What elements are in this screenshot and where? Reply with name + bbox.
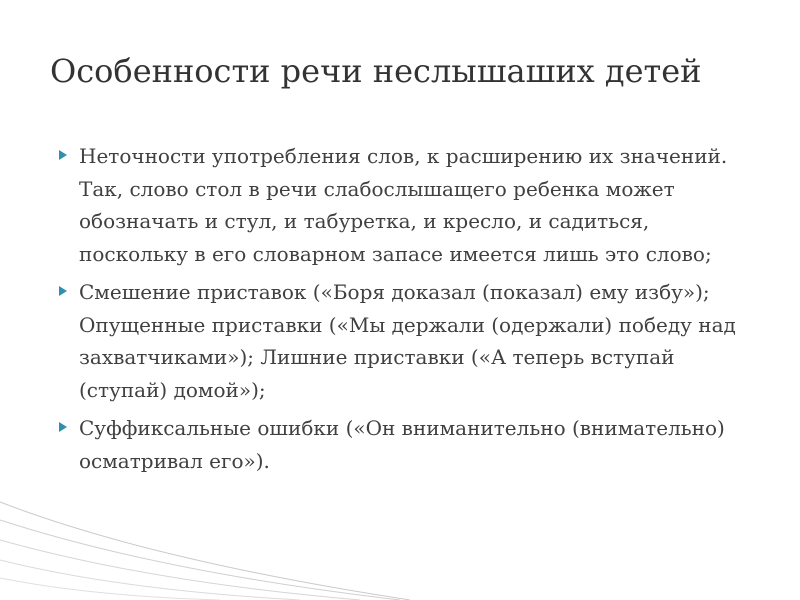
bullet-text: Смешение приставок («Боря доказал (показал) ему избу»); Опущенные приставки («Мы держали (одержали) победу над захватчиками»); Лишние приставки («А теперь вступай (ступай) домой»); xyxy=(79,280,736,402)
triangle-bullet-icon xyxy=(59,286,67,296)
slide-title: Особенности речи неслышаших детей xyxy=(50,52,702,90)
triangle-bullet-icon xyxy=(59,150,67,160)
bullet-list xyxy=(56,140,756,483)
bullet-text: Неточности употребления слов, к расширению их значений. Так, слово стол в речи слабослышащего ребенка может обозначать и стул, и табуретка, и кресло, и садиться, поскольку в его словарном запасе имеется лишь это слово; xyxy=(79,144,728,266)
decorative-curves xyxy=(0,490,420,600)
triangle-bullet-icon xyxy=(59,422,67,432)
bullet-item xyxy=(56,412,756,477)
bullet-item xyxy=(56,140,756,270)
bullet-item xyxy=(56,276,756,406)
bullet-text: Суффиксальные ошибки («Он вниманительно (внимательно) осматривал его»). xyxy=(79,416,725,473)
